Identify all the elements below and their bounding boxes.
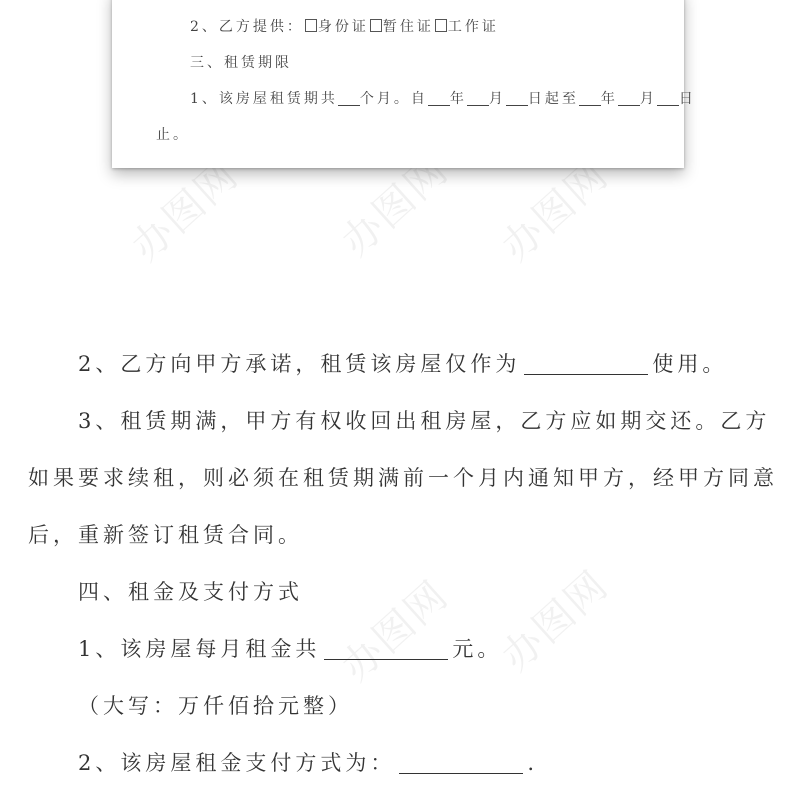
- paragraph-capital-amount: （大写：万仟佰拾元整）: [78, 694, 353, 718]
- section-heading-term: 三、租赁期限: [190, 55, 292, 71]
- provide-line: [190, 16, 499, 36]
- paragraph-expiry-3: 后，重新签订租赁合同。: [28, 523, 303, 547]
- blank-field[interactable]: [524, 354, 648, 375]
- term-text: 年: [449, 91, 467, 107]
- checkbox-icon[interactable]: [435, 19, 447, 32]
- term-text: 日起至: [527, 91, 579, 107]
- term-text: 月: [639, 91, 657, 107]
- term-line: [190, 88, 696, 108]
- document-card: [112, 0, 696, 168]
- term-text: 年: [600, 91, 618, 107]
- term-text: 个月。自: [359, 91, 428, 107]
- blank-field[interactable]: [618, 92, 640, 106]
- paragraph-text: 1、该房屋每月租金共: [78, 637, 321, 661]
- paragraph-text: 2、乙方向甲方承诺，租赁该房屋仅作为: [78, 352, 521, 376]
- paragraph-monthly-rent: [78, 633, 502, 663]
- watermark: 办图网: [333, 146, 458, 266]
- paragraph-expiry-2: 如果要求续租，则必须在租赁期满前一个月内通知甲方，经甲方同意: [28, 466, 778, 490]
- paragraph-text: 元。: [452, 637, 503, 661]
- provide-prefix: 2、乙方提供：: [190, 19, 304, 35]
- term-text: 日: [678, 91, 696, 107]
- blank-field[interactable]: [579, 92, 601, 106]
- term-text: 1、该房屋租赁期共: [190, 91, 338, 107]
- blank-field[interactable]: [399, 753, 523, 774]
- checkbox-icon[interactable]: [305, 19, 317, 32]
- term-line-end: 止。: [156, 127, 190, 143]
- paragraph-payment-method: [78, 747, 538, 777]
- option-id-card: 身份证: [317, 19, 369, 35]
- paragraph-usage: [78, 348, 727, 378]
- watermark: 办图网: [333, 571, 458, 691]
- blank-field[interactable]: [506, 92, 528, 106]
- section-heading-rent: 四、租金及支付方式: [78, 580, 303, 604]
- paragraph-expiry-1: 3、租赁期满，甲方有权收回出租房屋，乙方应如期交还。乙方: [78, 409, 771, 433]
- watermark: 办图网: [493, 151, 618, 271]
- term-text: 月: [488, 91, 506, 107]
- paragraph-text: .: [527, 751, 539, 775]
- paragraph-text: 使用。: [652, 352, 728, 376]
- checkbox-icon[interactable]: [370, 19, 382, 32]
- watermark: 办图网: [123, 151, 248, 271]
- option-temp-residence: 暂住证: [382, 19, 434, 35]
- blank-field[interactable]: [338, 92, 360, 106]
- watermark: 办图网: [493, 561, 618, 681]
- option-work-permit: 工作证: [447, 19, 499, 35]
- paragraph-text: 2、该房屋租金支付方式为：: [78, 751, 396, 775]
- blank-field[interactable]: [324, 639, 448, 660]
- blank-field[interactable]: [467, 92, 489, 106]
- blank-field[interactable]: [657, 92, 679, 106]
- blank-field[interactable]: [428, 92, 450, 106]
